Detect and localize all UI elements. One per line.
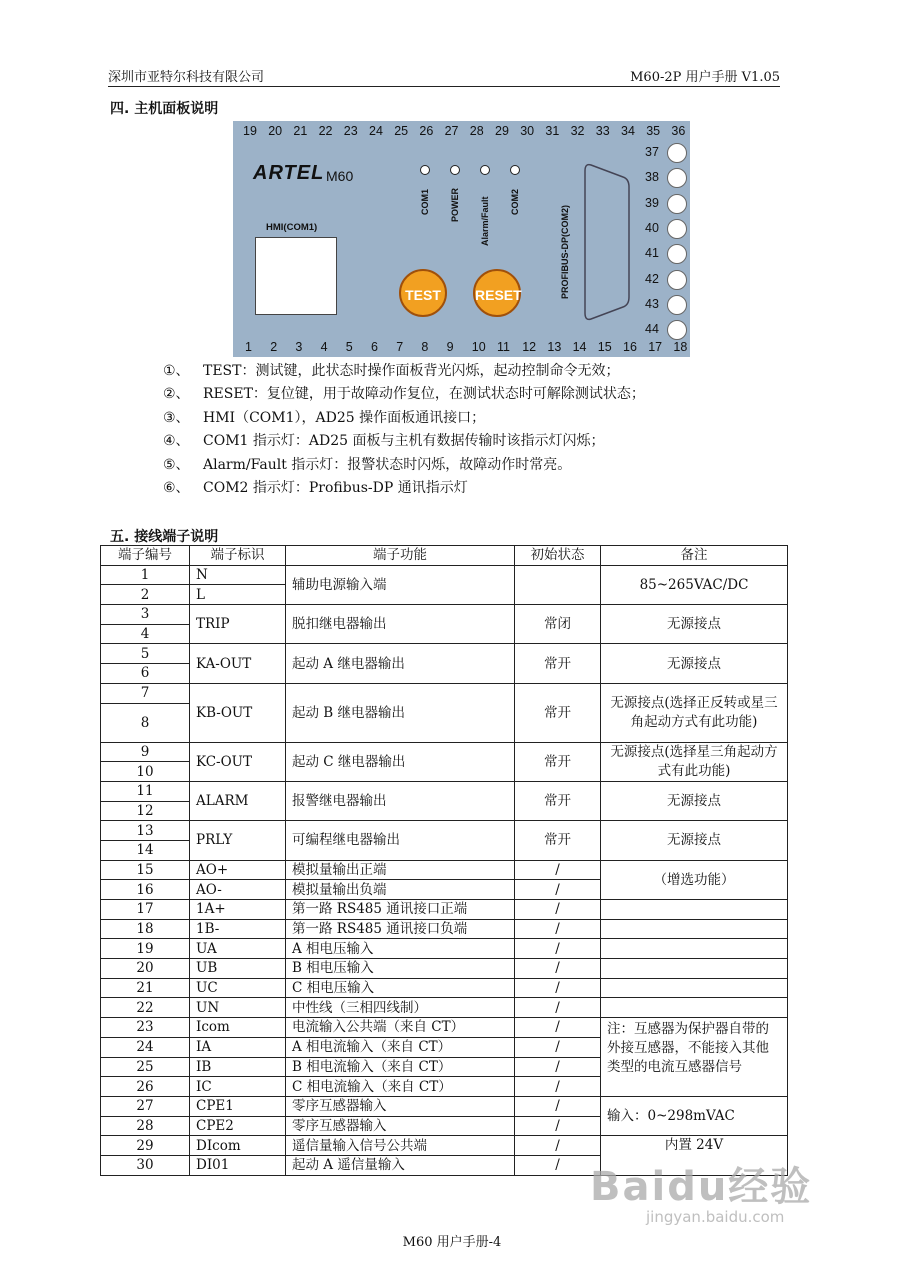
manual-version: M60-2P 用户手册 V1.05 [630, 70, 780, 85]
table-row: 17 1A+ 第一路 RS485 通讯接口正端 / [101, 900, 788, 920]
col-header: 端子功能 [286, 546, 515, 566]
list-item: ④、 COM1 指示灯：AD25 面板与主机有数据传输时该指示灯闪烁； [163, 433, 605, 450]
terminal-number: 27 [444, 124, 459, 138]
table-row: 11 ALARM 报警继电器输出 常开 无源接点 [101, 781, 788, 801]
terminal-number: 43 [645, 296, 659, 311]
terminal-number: 44 [645, 322, 659, 337]
power-led-icon [450, 165, 460, 175]
table-header-row [101, 546, 788, 566]
terminal-number: 33 [595, 124, 610, 138]
col-header: 端子标识 [190, 546, 286, 566]
alarm-fault-led-icon [480, 165, 490, 175]
led-label-com1: COM1 [420, 188, 430, 215]
terminal-number: 1 [245, 340, 252, 354]
hmi-label: HMI(COM1) [266, 222, 318, 233]
terminal-number: 18 [673, 340, 688, 354]
panel-description-list [163, 360, 645, 500]
reset-button[interactable]: RESET [473, 269, 521, 317]
terminal-number: 38 [645, 170, 659, 185]
terminal-number: 24 [369, 124, 383, 138]
watermark-url: jingyan.baidu.com [646, 1208, 785, 1226]
terminal-number: 26 [419, 124, 434, 138]
terminal-number: 13 [547, 340, 562, 354]
terminal-hole-icon [667, 219, 687, 239]
table-row: 23 Icom 电流输入公共端（来自 CT） / 注：互感器为保护器自带的外接互感器，不能接入其他类型的电流互感器信号 [101, 1018, 788, 1038]
terminal-number: 3 [295, 340, 303, 354]
terminal-number: 30 [520, 124, 535, 138]
terminal-number: 25 [394, 124, 409, 138]
list-item: ②、 RESET：复位键，用于故障动作复位，在测试状态时可解除测试状态； [163, 386, 645, 403]
terminal-number: 17 [648, 340, 663, 354]
terminal-hole-icon [667, 194, 687, 214]
terminal-number: 34 [621, 124, 635, 138]
terminal-number: 23 [343, 124, 358, 138]
com1-led-icon [420, 165, 430, 175]
table-row: 18 1B- 第一路 RS485 通讯接口负端 / [101, 919, 788, 939]
terminal-number: 22 [318, 124, 333, 138]
terminal-number: 35 [646, 124, 661, 138]
table-row: 19 UA A 相电压输入 / [101, 939, 788, 959]
terminal-number: 9 [446, 340, 454, 354]
table-row: 14 [101, 840, 788, 860]
terminal-number: 31 [545, 124, 560, 138]
terminal-number: 2 [270, 340, 278, 354]
table-row: 26 IC C 相电流输入（来自 CT） / [101, 1077, 788, 1097]
table-row: 20 UB B 相电压输入 / [101, 959, 788, 979]
table-row: 16 AO- 模拟量输出负端 / [101, 880, 788, 900]
terminal-number: 8 [421, 340, 429, 354]
page-footer: M60 用户手册-4 [402, 1235, 502, 1250]
terminal-hole-icon [667, 270, 687, 290]
table-row: 27 CPE1 零序互感器输入 / 输入：0~298mVAC [101, 1096, 788, 1116]
terminal-table [100, 545, 788, 1176]
terminal-number: 36 [671, 124, 686, 138]
model-label: M60 [326, 168, 354, 184]
terminal-number: 42 [645, 271, 659, 286]
test-button[interactable]: TEST [399, 269, 447, 317]
brand-logo: ARTEL [253, 162, 325, 184]
table-row: 13 PRLY 可编程继电器输出 常开 无源接点 [101, 821, 788, 841]
terminal-number: 4 [320, 340, 328, 354]
list-item: ③、 HMI（COM1），AD25 操作面板通讯接口； [163, 409, 486, 426]
host-panel-diagram [233, 121, 690, 357]
table-row: 7 KB-OUT 起动 B 继电器输出 常开 无源接点(选择正反转或星三角起动方式有此功能) [101, 683, 788, 703]
terminal-number: 20 [268, 124, 283, 138]
table-row: 21 UC C 相电压输入 / [101, 978, 788, 998]
table-row: 4 [101, 624, 788, 644]
terminal-number: 21 [293, 124, 308, 138]
col-header: 端子编号 [101, 546, 190, 566]
table-row: 6 [101, 664, 788, 684]
table-row: 12 [101, 801, 788, 821]
terminal-number: 19 [243, 124, 257, 138]
terminal-number: 14 [572, 340, 587, 354]
table-row: 25 IB B 相电流输入（来自 CT） / [101, 1057, 788, 1077]
db9-connector-icon [579, 159, 637, 325]
page-header [108, 66, 780, 87]
terminal-hole-icon [667, 143, 687, 163]
list-item: ⑥、 COM2 指示灯：Profibus-DP 通讯指示灯 [163, 480, 468, 497]
terminal-number: 12 [522, 340, 537, 354]
section-5-title: 五. 接线端子说明 [110, 529, 219, 545]
company-name: 深圳市亚特尔科技有限公司 [108, 70, 265, 85]
terminal-number: 37 [645, 145, 659, 159]
terminal-hole-icon [667, 168, 687, 188]
table-row: 8 [101, 703, 788, 742]
terminal-hole-icon [667, 295, 687, 315]
watermark-logo: Baidu经验 [590, 1164, 813, 1210]
terminal-number: 40 [645, 220, 659, 235]
terminal-number: 41 [645, 246, 659, 261]
table-row: 22 UN 中性线（三相四线制） / [101, 998, 788, 1018]
table-row: 10 [101, 762, 788, 782]
hmi-port [255, 237, 337, 315]
com2-led-icon [510, 165, 520, 175]
list-item: ①、 TEST：测试键，此状态时操作面板背光闪烁，起动控制命令无效； [163, 363, 620, 379]
led-label-com2: COM2 [510, 188, 520, 215]
profibus-label: PROFIBUS-DP(COM2) [560, 205, 570, 299]
terminal-hole-icon [667, 244, 687, 264]
table-row: 1 N 辅助电源输入端 85~265VAC/DC [101, 565, 788, 585]
table-row: 9 KC-OUT 起动 C 继电器输出 常开 无源接点(选择星三角起动方式有此功能) [101, 742, 788, 762]
table-row: 5 KA-OUT 起动 A 继电器输出 常开 无源接点 [101, 644, 788, 664]
terminal-hole-icon [667, 320, 687, 340]
list-item: ⑤、 Alarm/Fault 指示灯：报警状态时闪烁，故障动作时常亮。 [163, 456, 572, 473]
table-row: 30 DI01 起动 A 遥信量输入 / [101, 1155, 788, 1175]
terminal-number: 15 [597, 340, 612, 354]
terminal-number: 10 [471, 340, 486, 354]
terminal-number: 28 [469, 124, 484, 138]
section-4-title: 四. 主机面板说明 [110, 101, 219, 117]
terminal-number: 39 [645, 195, 659, 210]
terminal-number: 5 [345, 340, 353, 354]
table-row: 29 DIcom 遥信量输入信号公共端 / 内置 24V [101, 1136, 788, 1156]
table-row: 24 IA A 相电流输入（来自 CT） / [101, 1037, 788, 1057]
terminal-number: 16 [623, 340, 637, 354]
terminal-number: 32 [570, 124, 585, 138]
table-row: 3 TRIP 脱扣继电器输出 常闭 无源接点 [101, 605, 788, 625]
led-label-alarm-fault: Alarm/Fault [480, 196, 490, 246]
terminal-number: 7 [396, 340, 404, 354]
led-label-power: POWER [450, 187, 460, 222]
col-header: 备注 [601, 546, 788, 566]
table-row: 15 AO+ 模拟量输出正端 / （增选功能） [101, 860, 788, 880]
terminal-number: 11 [497, 340, 510, 354]
table-row: 28 CPE2 零序互感器输入 / [101, 1116, 788, 1136]
terminal-number: 29 [495, 124, 509, 138]
col-header: 初始状态 [515, 546, 601, 566]
terminal-number: 6 [371, 340, 378, 354]
watermark [590, 1155, 812, 1226]
table-row: 2 L [101, 585, 788, 605]
